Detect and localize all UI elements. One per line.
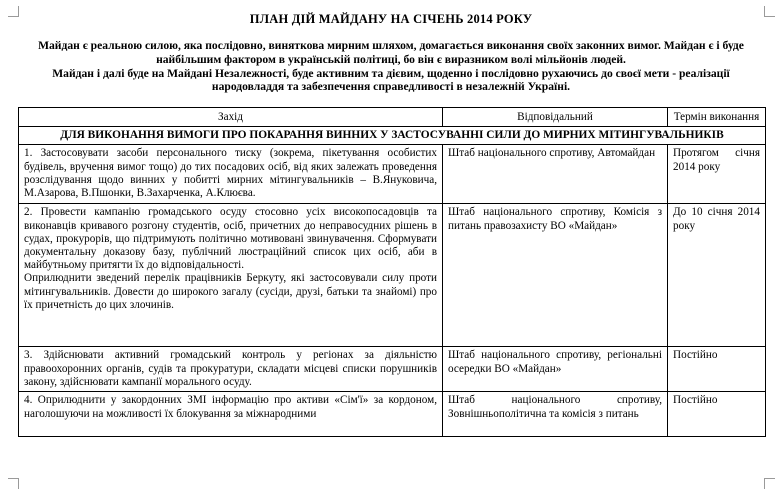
row-action: 3. Здійснювати активний громадський контроль у регіонах за діяльністю правоохоронних органів, судів та прокуратури, складати місцеві списки порушників закону, здійснювати кампанії морального осуду. — [19, 347, 443, 392]
section-row — [19, 127, 766, 145]
table-header-row — [19, 108, 766, 127]
table-row — [19, 145, 766, 204]
crop-mark-bottom-right — [764, 478, 775, 489]
intro-paragraph-2: Майдан і далі буде на Майдані Незалежності, буде активним та дієвим, щоденно і послідовно рухаючись до своєї мети - реалізації народовладдя та забезпечення справедливості в незалежній Україні. — [52, 66, 730, 94]
row-responsible: Штаб національного спротиву, Автомайдан — [443, 145, 668, 204]
row-deadline: Постійно — [668, 347, 766, 392]
row-deadline: Постійно — [668, 392, 766, 437]
document-title: ПЛАН ДІЙ МАЙДАНУ НА СІЧЕНЬ 2014 РОКУ — [249, 12, 533, 26]
header-action: Захід — [19, 108, 443, 127]
row-responsible: Штаб національного спротиву, Комісія з питань правозахисту ВО «Майдан» — [443, 204, 668, 347]
row-action: 1. Застосовувати засоби персонального тиску (зокрема, пікетування особистих будівель, вручення вимог тощо) до тих посадових осіб, від яких залежать проведення розслідування щодо винних у побитті мирних мітингувальників – В.Януковича, М.Азарова, В.Пшонки, В.Захарченка, А.Клюєва. — [19, 145, 443, 204]
section-heading: ДЛЯ ВИКОНАННЯ ВИМОГИ ПРО ПОКАРАННЯ ВИННИХ У ЗАСТОСУВАННІ СИЛИ ДО МИРНИХ МІТИНГУВАЛЬНИКІВ — [19, 127, 766, 145]
table-row — [19, 347, 766, 392]
row-responsible: Штаб національного спротиву, Зовнішньополітична та комісія з питань — [443, 392, 668, 437]
action-plan-table — [18, 107, 766, 437]
header-responsible: Відповідальний — [443, 108, 668, 127]
row-action-note: Оприлюднити зведений перелік працівників Беркуту, які застосовували силу проти мітингувальників. Довести до широкого загалу (сусіди, друзі, батьки та знайомі) про їх причетність до цих злочинів. — [24, 272, 437, 311]
row-responsible: Штаб національного спротиву, регіональні осередки ВО «Майдан» — [443, 347, 668, 392]
row-deadline: До 10 січня 2014 року — [668, 204, 766, 347]
table-row — [19, 392, 766, 437]
row-deadline: Протягом січня 2014 року — [668, 145, 766, 204]
intro-block — [18, 39, 764, 94]
intro-paragraph-1: Майдан є реальною силою, яка послідовно, виняткова мирним шляхом, домагається виконання своїх законних вимог. Майдан є і буде найбільшим фактором в українській політиці, бо він є виразником волі мільйонів людей. — [38, 39, 744, 66]
header-deadline: Термін виконання — [668, 108, 766, 127]
table-row — [19, 204, 766, 347]
row-action: 4. Оприлюднити у закордонних ЗМІ інформацію про активи «Сім'ї» за кордоном, наголошуючи на можливості їх блокування за міжнародними — [19, 392, 443, 437]
crop-mark-bottom-left — [8, 478, 19, 489]
row-action — [19, 204, 443, 347]
row-action-main: 2. Провести кампанію громадського осуду стосовно усіх високопосадовців та виконавців кривавого розгону студентів, осіб, причетних до неправосудних рішень в судах, прокурорів, що підтримують політично мотивовані звинувачення. Сформувати документальну доказову базу, публічний люстраційний список цих осіб, аби в майбутньому притягти їх до відповідальності. — [24, 206, 437, 272]
